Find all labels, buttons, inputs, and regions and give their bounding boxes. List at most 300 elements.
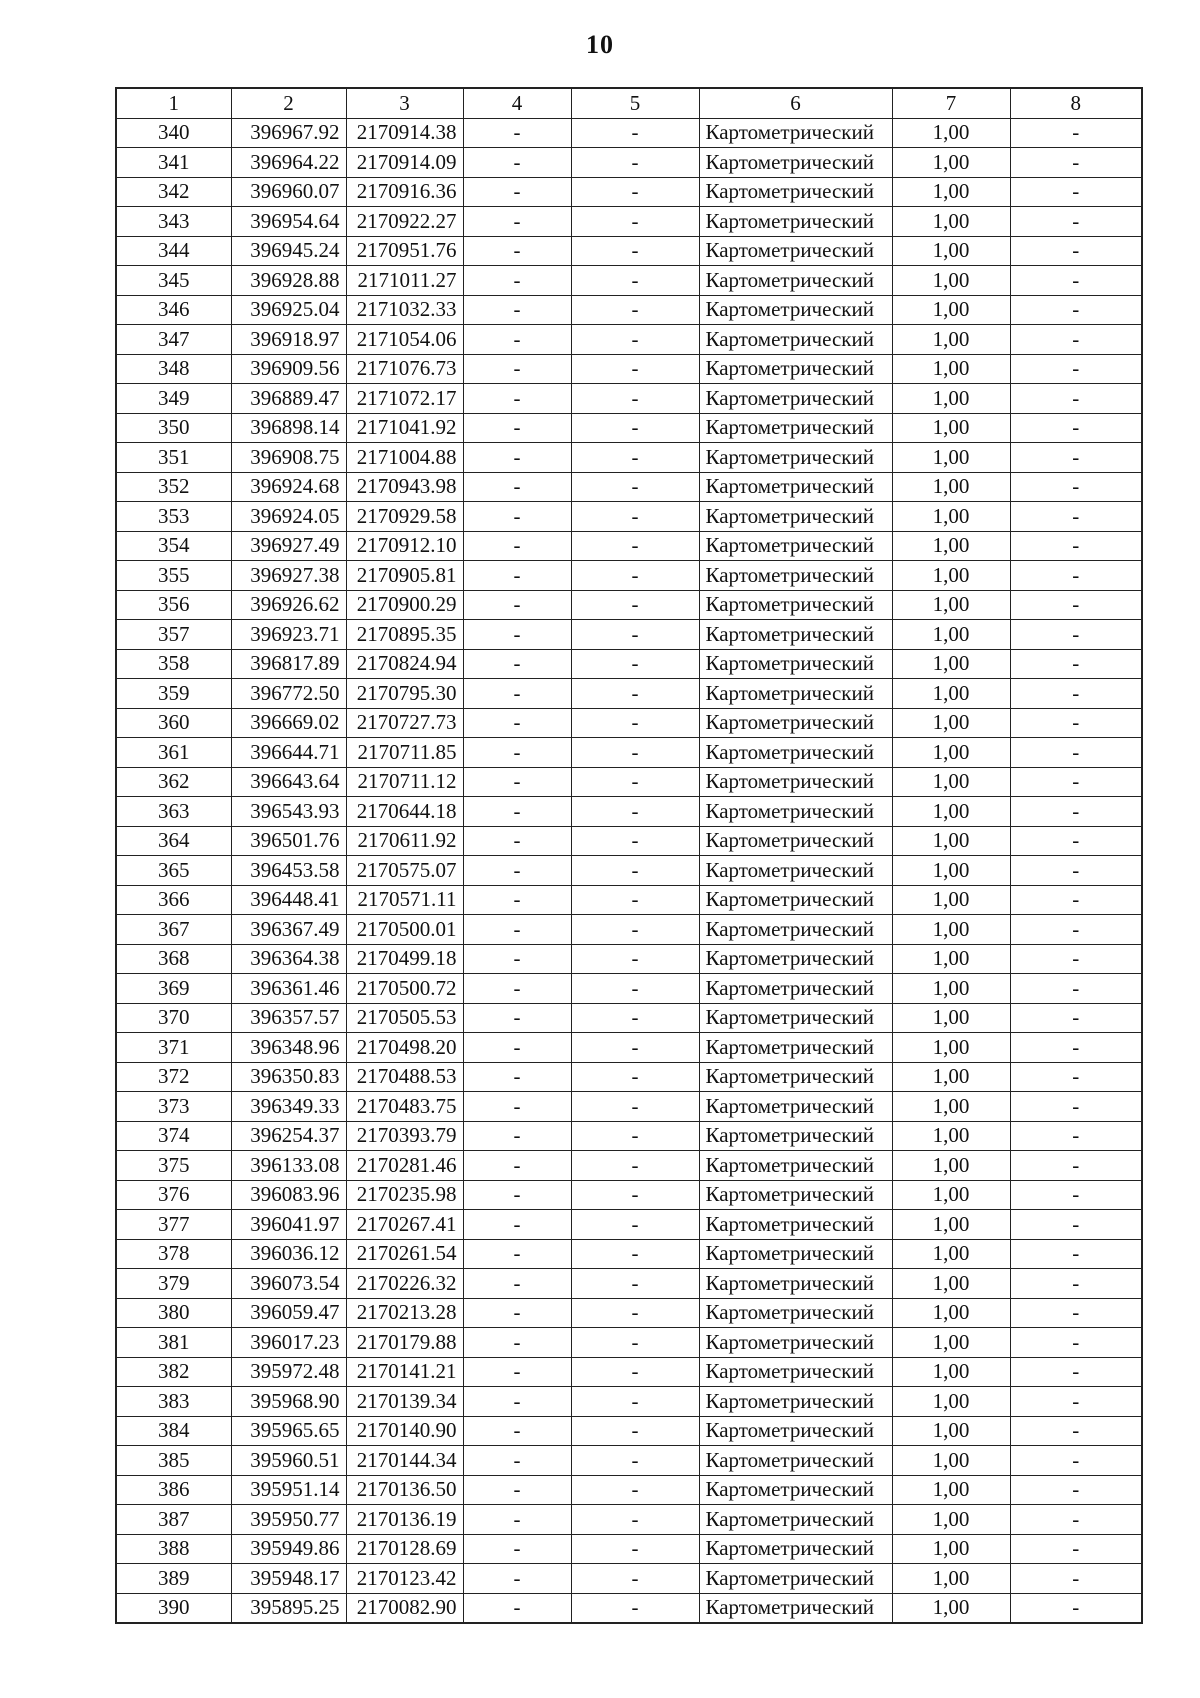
- col4-cell: -: [463, 502, 571, 532]
- y-coordinate-cell: 2170571.11: [346, 885, 463, 915]
- col5-cell: -: [571, 826, 699, 856]
- point-number-cell: 377: [116, 1210, 231, 1240]
- y-coordinate-cell: 2170575.07: [346, 856, 463, 886]
- method-cell: Картометрический: [699, 1328, 892, 1358]
- table-row: [116, 1328, 1142, 1358]
- x-coordinate-cell: 396543.93: [231, 797, 346, 827]
- col4-cell: -: [463, 679, 571, 709]
- col8-cell: -: [1010, 325, 1142, 355]
- y-coordinate-cell: 2170929.58: [346, 502, 463, 532]
- method-cell: Картометрический: [699, 148, 892, 178]
- point-number-cell: 356: [116, 590, 231, 620]
- col5-cell: -: [571, 1328, 699, 1358]
- col5-cell: -: [571, 295, 699, 325]
- table-row: [116, 1121, 1142, 1151]
- method-cell: Картометрический: [699, 1003, 892, 1033]
- column-header-8: 8: [1010, 88, 1142, 118]
- table-row: [116, 118, 1142, 148]
- col5-cell: -: [571, 236, 699, 266]
- point-number-cell: 344: [116, 236, 231, 266]
- y-coordinate-cell: 2170895.35: [346, 620, 463, 650]
- col4-cell: -: [463, 1062, 571, 1092]
- accuracy-cell: 1,00: [892, 413, 1010, 443]
- col5-cell: -: [571, 1151, 699, 1181]
- col8-cell: -: [1010, 620, 1142, 650]
- col5-cell: -: [571, 856, 699, 886]
- col4-cell: -: [463, 1475, 571, 1505]
- col5-cell: -: [571, 1269, 699, 1299]
- method-cell: Картометрический: [699, 797, 892, 827]
- point-number-cell: 364: [116, 826, 231, 856]
- accuracy-cell: 1,00: [892, 266, 1010, 296]
- method-cell: Картометрический: [699, 531, 892, 561]
- col8-cell: -: [1010, 708, 1142, 738]
- method-cell: Картометрический: [699, 384, 892, 414]
- y-coordinate-cell: 2171072.17: [346, 384, 463, 414]
- table-row: [116, 531, 1142, 561]
- col4-cell: -: [463, 974, 571, 1004]
- x-coordinate-cell: 396960.07: [231, 177, 346, 207]
- col5-cell: -: [571, 1062, 699, 1092]
- col8-cell: -: [1010, 413, 1142, 443]
- col4-cell: -: [463, 1239, 571, 1269]
- col5-cell: -: [571, 266, 699, 296]
- method-cell: Картометрический: [699, 1092, 892, 1122]
- col4-cell: -: [463, 1180, 571, 1210]
- method-cell: Картометрический: [699, 472, 892, 502]
- col5-cell: -: [571, 590, 699, 620]
- x-coordinate-cell: 395948.17: [231, 1564, 346, 1594]
- method-cell: Картометрический: [699, 590, 892, 620]
- y-coordinate-cell: 2170905.81: [346, 561, 463, 591]
- point-number-cell: 359: [116, 679, 231, 709]
- method-cell: Картометрический: [699, 708, 892, 738]
- col5-cell: -: [571, 944, 699, 974]
- accuracy-cell: 1,00: [892, 1121, 1010, 1151]
- table-row: [116, 915, 1142, 945]
- accuracy-cell: 1,00: [892, 443, 1010, 473]
- col8-cell: -: [1010, 649, 1142, 679]
- y-coordinate-cell: 2170711.85: [346, 738, 463, 768]
- col8-cell: -: [1010, 826, 1142, 856]
- accuracy-cell: 1,00: [892, 826, 1010, 856]
- accuracy-cell: 1,00: [892, 767, 1010, 797]
- x-coordinate-cell: 396367.49: [231, 915, 346, 945]
- point-number-cell: 382: [116, 1357, 231, 1387]
- col4-cell: -: [463, 590, 571, 620]
- table-row: [116, 1180, 1142, 1210]
- table-row: [116, 1505, 1142, 1535]
- method-cell: Картометрический: [699, 354, 892, 384]
- col5-cell: -: [571, 1446, 699, 1476]
- x-coordinate-cell: 396036.12: [231, 1239, 346, 1269]
- y-coordinate-cell: 2170644.18: [346, 797, 463, 827]
- y-coordinate-cell: 2170900.29: [346, 590, 463, 620]
- col4-cell: -: [463, 118, 571, 148]
- table-row: [116, 1387, 1142, 1417]
- point-number-cell: 357: [116, 620, 231, 650]
- point-number-cell: 380: [116, 1298, 231, 1328]
- col8-cell: -: [1010, 1416, 1142, 1446]
- table-row: [116, 1269, 1142, 1299]
- table-row: [116, 856, 1142, 886]
- accuracy-cell: 1,00: [892, 1180, 1010, 1210]
- accuracy-cell: 1,00: [892, 738, 1010, 768]
- col5-cell: -: [571, 413, 699, 443]
- col5-cell: -: [571, 885, 699, 915]
- accuracy-cell: 1,00: [892, 472, 1010, 502]
- col5-cell: -: [571, 974, 699, 1004]
- col8-cell: -: [1010, 679, 1142, 709]
- col4-cell: -: [463, 1033, 571, 1063]
- x-coordinate-cell: 396448.41: [231, 885, 346, 915]
- col5-cell: -: [571, 207, 699, 237]
- col4-cell: -: [463, 885, 571, 915]
- point-number-cell: 367: [116, 915, 231, 945]
- x-coordinate-cell: 396927.38: [231, 561, 346, 591]
- table-row: [116, 679, 1142, 709]
- accuracy-cell: 1,00: [892, 1446, 1010, 1476]
- point-number-cell: 384: [116, 1416, 231, 1446]
- col5-cell: -: [571, 1416, 699, 1446]
- col4-cell: -: [463, 1593, 571, 1623]
- table-row: [116, 1564, 1142, 1594]
- col8-cell: -: [1010, 531, 1142, 561]
- col8-cell: -: [1010, 1446, 1142, 1476]
- x-coordinate-cell: 396254.37: [231, 1121, 346, 1151]
- col8-cell: -: [1010, 1298, 1142, 1328]
- x-coordinate-cell: 396643.64: [231, 767, 346, 797]
- accuracy-cell: 1,00: [892, 148, 1010, 178]
- accuracy-cell: 1,00: [892, 295, 1010, 325]
- y-coordinate-cell: 2170213.28: [346, 1298, 463, 1328]
- accuracy-cell: 1,00: [892, 1387, 1010, 1417]
- method-cell: Картометрический: [699, 118, 892, 148]
- col5-cell: -: [571, 649, 699, 679]
- y-coordinate-cell: 2170505.53: [346, 1003, 463, 1033]
- method-cell: Картометрический: [699, 620, 892, 650]
- col4-cell: -: [463, 443, 571, 473]
- table-row: [116, 1357, 1142, 1387]
- point-number-cell: 385: [116, 1446, 231, 1476]
- table-row: [116, 1298, 1142, 1328]
- col4-cell: -: [463, 1446, 571, 1476]
- method-cell: Картометрический: [699, 325, 892, 355]
- x-coordinate-cell: 396349.33: [231, 1092, 346, 1122]
- method-cell: Картометрический: [699, 1505, 892, 1535]
- y-coordinate-cell: 2171054.06: [346, 325, 463, 355]
- method-cell: Картометрический: [699, 1239, 892, 1269]
- col4-cell: -: [463, 561, 571, 591]
- col5-cell: -: [571, 384, 699, 414]
- x-coordinate-cell: 396348.96: [231, 1033, 346, 1063]
- col8-cell: -: [1010, 1210, 1142, 1240]
- y-coordinate-cell: 2170179.88: [346, 1328, 463, 1358]
- x-coordinate-cell: 396923.71: [231, 620, 346, 650]
- accuracy-cell: 1,00: [892, 561, 1010, 591]
- col4-cell: -: [463, 1269, 571, 1299]
- col4-cell: -: [463, 1534, 571, 1564]
- point-number-cell: 348: [116, 354, 231, 384]
- point-number-cell: 372: [116, 1062, 231, 1092]
- y-coordinate-cell: 2170128.69: [346, 1534, 463, 1564]
- y-coordinate-cell: 2171004.88: [346, 443, 463, 473]
- accuracy-cell: 1,00: [892, 679, 1010, 709]
- col4-cell: -: [463, 148, 571, 178]
- method-cell: Картометрический: [699, 1387, 892, 1417]
- col4-cell: -: [463, 620, 571, 650]
- method-cell: Картометрический: [699, 1475, 892, 1505]
- y-coordinate-cell: 2170144.34: [346, 1446, 463, 1476]
- table-row: [116, 148, 1142, 178]
- point-number-cell: 340: [116, 118, 231, 148]
- x-coordinate-cell: 396964.22: [231, 148, 346, 178]
- col5-cell: -: [571, 561, 699, 591]
- method-cell: Картометрический: [699, 1210, 892, 1240]
- col5-cell: -: [571, 325, 699, 355]
- method-cell: Картометрический: [699, 502, 892, 532]
- x-coordinate-cell: 395950.77: [231, 1505, 346, 1535]
- y-coordinate-cell: 2170235.98: [346, 1180, 463, 1210]
- point-number-cell: 354: [116, 531, 231, 561]
- x-coordinate-cell: 396017.23: [231, 1328, 346, 1358]
- table-row: [116, 561, 1142, 591]
- col8-cell: -: [1010, 1003, 1142, 1033]
- col8-cell: -: [1010, 1534, 1142, 1564]
- col8-cell: -: [1010, 502, 1142, 532]
- x-coordinate-cell: 396133.08: [231, 1151, 346, 1181]
- accuracy-cell: 1,00: [892, 1239, 1010, 1269]
- table-row: [116, 885, 1142, 915]
- y-coordinate-cell: 2170498.20: [346, 1033, 463, 1063]
- x-coordinate-cell: 396361.46: [231, 974, 346, 1004]
- method-cell: Картометрический: [699, 856, 892, 886]
- point-number-cell: 353: [116, 502, 231, 532]
- method-cell: Картометрический: [699, 1416, 892, 1446]
- header-row: [116, 88, 1142, 118]
- y-coordinate-cell: 2170136.50: [346, 1475, 463, 1505]
- x-coordinate-cell: 396889.47: [231, 384, 346, 414]
- table-row: [116, 767, 1142, 797]
- point-number-cell: 347: [116, 325, 231, 355]
- column-header-6: 6: [699, 88, 892, 118]
- y-coordinate-cell: 2170136.19: [346, 1505, 463, 1535]
- col5-cell: -: [571, 1387, 699, 1417]
- x-coordinate-cell: 396059.47: [231, 1298, 346, 1328]
- col8-cell: -: [1010, 148, 1142, 178]
- y-coordinate-cell: 2170914.09: [346, 148, 463, 178]
- x-coordinate-cell: 396927.49: [231, 531, 346, 561]
- point-number-cell: 368: [116, 944, 231, 974]
- col8-cell: -: [1010, 207, 1142, 237]
- col5-cell: -: [571, 118, 699, 148]
- method-cell: Картометрический: [699, 1564, 892, 1594]
- col8-cell: -: [1010, 177, 1142, 207]
- accuracy-cell: 1,00: [892, 354, 1010, 384]
- col4-cell: -: [463, 649, 571, 679]
- method-cell: Картометрический: [699, 1033, 892, 1063]
- col4-cell: -: [463, 1505, 571, 1535]
- col8-cell: -: [1010, 738, 1142, 768]
- accuracy-cell: 1,00: [892, 1151, 1010, 1181]
- accuracy-cell: 1,00: [892, 1033, 1010, 1063]
- accuracy-cell: 1,00: [892, 1357, 1010, 1387]
- table-row: [116, 177, 1142, 207]
- point-number-cell: 371: [116, 1033, 231, 1063]
- x-coordinate-cell: 396772.50: [231, 679, 346, 709]
- col5-cell: -: [571, 148, 699, 178]
- x-coordinate-cell: 395965.65: [231, 1416, 346, 1446]
- x-coordinate-cell: 396083.96: [231, 1180, 346, 1210]
- point-number-cell: 345: [116, 266, 231, 296]
- y-coordinate-cell: 2170123.42: [346, 1564, 463, 1594]
- accuracy-cell: 1,00: [892, 325, 1010, 355]
- point-number-cell: 378: [116, 1239, 231, 1269]
- method-cell: Картометрический: [699, 561, 892, 591]
- y-coordinate-cell: 2170500.72: [346, 974, 463, 1004]
- col4-cell: -: [463, 1387, 571, 1417]
- col8-cell: -: [1010, 1475, 1142, 1505]
- col4-cell: -: [463, 177, 571, 207]
- col8-cell: -: [1010, 1387, 1142, 1417]
- table-row: [116, 1003, 1142, 1033]
- x-coordinate-cell: 396364.38: [231, 944, 346, 974]
- y-coordinate-cell: 2170795.30: [346, 679, 463, 709]
- col4-cell: -: [463, 236, 571, 266]
- col5-cell: -: [571, 1357, 699, 1387]
- col4-cell: -: [463, 767, 571, 797]
- point-number-cell: 350: [116, 413, 231, 443]
- method-cell: Картометрический: [699, 679, 892, 709]
- x-coordinate-cell: 396924.05: [231, 502, 346, 532]
- point-number-cell: 365: [116, 856, 231, 886]
- table-row: [116, 708, 1142, 738]
- col5-cell: -: [571, 708, 699, 738]
- col4-cell: -: [463, 915, 571, 945]
- x-coordinate-cell: 396928.88: [231, 266, 346, 296]
- x-coordinate-cell: 396898.14: [231, 413, 346, 443]
- accuracy-cell: 1,00: [892, 177, 1010, 207]
- accuracy-cell: 1,00: [892, 1416, 1010, 1446]
- method-cell: Картометрический: [699, 266, 892, 296]
- col8-cell: -: [1010, 1593, 1142, 1623]
- y-coordinate-cell: 2170912.10: [346, 531, 463, 561]
- col4-cell: -: [463, 1564, 571, 1594]
- method-cell: Картометрический: [699, 1121, 892, 1151]
- col5-cell: -: [571, 767, 699, 797]
- col5-cell: -: [571, 620, 699, 650]
- y-coordinate-cell: 2170824.94: [346, 649, 463, 679]
- accuracy-cell: 1,00: [892, 856, 1010, 886]
- y-coordinate-cell: 2170267.41: [346, 1210, 463, 1240]
- point-number-cell: 358: [116, 649, 231, 679]
- accuracy-cell: 1,00: [892, 885, 1010, 915]
- method-cell: Картометрический: [699, 1298, 892, 1328]
- col5-cell: -: [571, 1593, 699, 1623]
- col8-cell: -: [1010, 1239, 1142, 1269]
- point-number-cell: 351: [116, 443, 231, 473]
- column-header-3: 3: [346, 88, 463, 118]
- y-coordinate-cell: 2170140.90: [346, 1416, 463, 1446]
- point-number-cell: 342: [116, 177, 231, 207]
- accuracy-cell: 1,00: [892, 944, 1010, 974]
- col8-cell: -: [1010, 915, 1142, 945]
- col8-cell: -: [1010, 561, 1142, 591]
- table-row: [116, 1033, 1142, 1063]
- x-coordinate-cell: 395968.90: [231, 1387, 346, 1417]
- y-coordinate-cell: 2171076.73: [346, 354, 463, 384]
- accuracy-cell: 1,00: [892, 1298, 1010, 1328]
- col8-cell: -: [1010, 443, 1142, 473]
- col8-cell: -: [1010, 384, 1142, 414]
- method-cell: Картометрический: [699, 1357, 892, 1387]
- method-cell: Картометрический: [699, 974, 892, 1004]
- method-cell: Картометрический: [699, 885, 892, 915]
- accuracy-cell: 1,00: [892, 384, 1010, 414]
- table-row: [116, 620, 1142, 650]
- y-coordinate-cell: 2170916.36: [346, 177, 463, 207]
- method-cell: Картометрический: [699, 826, 892, 856]
- point-number-cell: 379: [116, 1269, 231, 1299]
- table-row: [116, 295, 1142, 325]
- col5-cell: -: [571, 472, 699, 502]
- accuracy-cell: 1,00: [892, 1062, 1010, 1092]
- table-row: [116, 354, 1142, 384]
- col5-cell: -: [571, 1003, 699, 1033]
- col5-cell: -: [571, 1121, 699, 1151]
- col4-cell: -: [463, 1416, 571, 1446]
- point-number-cell: 373: [116, 1092, 231, 1122]
- method-cell: Картометрический: [699, 944, 892, 974]
- method-cell: Картометрический: [699, 1180, 892, 1210]
- method-cell: Картометрический: [699, 177, 892, 207]
- point-number-cell: 389: [116, 1564, 231, 1594]
- table-row: [116, 1151, 1142, 1181]
- point-number-cell: 390: [116, 1593, 231, 1623]
- col8-cell: -: [1010, 472, 1142, 502]
- accuracy-cell: 1,00: [892, 1210, 1010, 1240]
- x-coordinate-cell: 396926.62: [231, 590, 346, 620]
- x-coordinate-cell: 396073.54: [231, 1269, 346, 1299]
- point-number-cell: 349: [116, 384, 231, 414]
- col4-cell: -: [463, 826, 571, 856]
- x-coordinate-cell: 396945.24: [231, 236, 346, 266]
- table-row: [116, 738, 1142, 768]
- point-number-cell: 376: [116, 1180, 231, 1210]
- point-number-cell: 366: [116, 885, 231, 915]
- x-coordinate-cell: 396453.58: [231, 856, 346, 886]
- col4-cell: -: [463, 738, 571, 768]
- y-coordinate-cell: 2170951.76: [346, 236, 463, 266]
- col8-cell: -: [1010, 885, 1142, 915]
- accuracy-cell: 1,00: [892, 1003, 1010, 1033]
- y-coordinate-cell: 2170943.98: [346, 472, 463, 502]
- y-coordinate-cell: 2170082.90: [346, 1593, 463, 1623]
- col8-cell: -: [1010, 944, 1142, 974]
- table-row: [116, 649, 1142, 679]
- col8-cell: -: [1010, 1151, 1142, 1181]
- col5-cell: -: [571, 1033, 699, 1063]
- accuracy-cell: 1,00: [892, 649, 1010, 679]
- x-coordinate-cell: 396909.56: [231, 354, 346, 384]
- table-row: [116, 384, 1142, 414]
- col8-cell: -: [1010, 797, 1142, 827]
- col4-cell: -: [463, 384, 571, 414]
- col8-cell: -: [1010, 1121, 1142, 1151]
- y-coordinate-cell: 2170226.32: [346, 1269, 463, 1299]
- table-row: [116, 1593, 1142, 1623]
- col4-cell: -: [463, 1357, 571, 1387]
